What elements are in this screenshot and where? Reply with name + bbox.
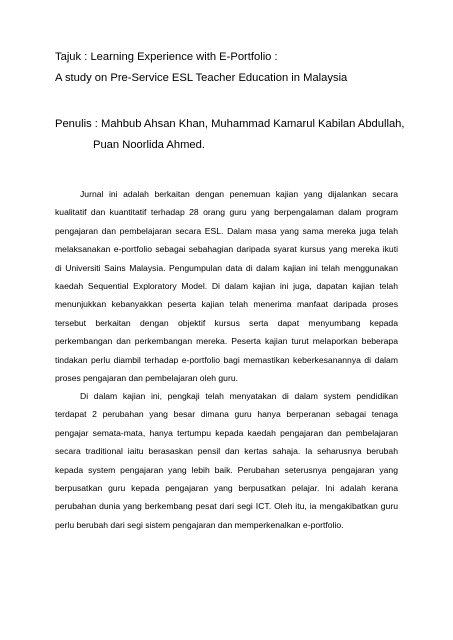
document-title-line-2: A study on Pre-Service ESL Teacher Education in Malaysia [55,72,348,84]
body-paragraph-1: Jurnal ini adalah berkaitan dengan penemuan kajian yang dijalankan secara kualitatif dan kuantitatif terhadap 28 orang guru yang berpengalaman dalam program pengajaran dan pembelajaran secara ESL. Dalam masa yang sama mereka juga telah melaksanakan e-portfolio sebagai sebahagian daripada syarat kursus yang mereka ikuti di Universiti Sains Malaysia. Pengumpulan data di dalam kajian ini telah menggunakan kaedah Sequential Exploratory Model. Di dalam kajian ini juga, dapatan kajian telah menunjukkan kebanyakkan peserta kajian telah menerima manfaat daripada proses tersebut berkaitan dengan objektif kursus serta dapat menyumbang kepada perkembangan dan perkembangan mereka. Peserta kajian turut melaporkan beberapa tindakan perlu diambil terhadap e-portfolio bagi memastikan keberkesanannya di dalam proses pengajaran dan pembelajaran oleh guru. [55,189,398,384]
body-paragraph-2: Di dalam kajian ini, pengkaji telah menyatakan di dalam system pendidikan terdapat 2 perubahan yang besar dimana guru hanya berperanan sebagai tenaga pengajar semata-mata, hanya tertumpu kepada kaedah pengajaran dan pembelajaran secara traditional iaitu berasaskan pensil dan kertas sahaja. Ia seharusnya berubah kepada system pengajaran yang lebih baik. Perubahan seterusnya pengajaran yang berpusatkan guru kepada pengajaran yang berpusatkan pelajar. Ini adalah kerana perubahan dunia yang berkembang pesat dari segi ICT. Oleh itu, ia mengakibatkan guru perlu berubah dari segi sistem pengajaran dan memperkenalkan e-portfolio. [55,391,398,530]
authors-line-1: Penulis : Mahbub Ahsan Khan, Muhammad Kamarul Kabilan Abdullah, [55,118,405,130]
document-title-line-1: Tajuk : Learning Experience with E-Portfolio : [55,51,278,63]
authors-line-2: Puan Noorlida Ahmed. [93,139,205,151]
